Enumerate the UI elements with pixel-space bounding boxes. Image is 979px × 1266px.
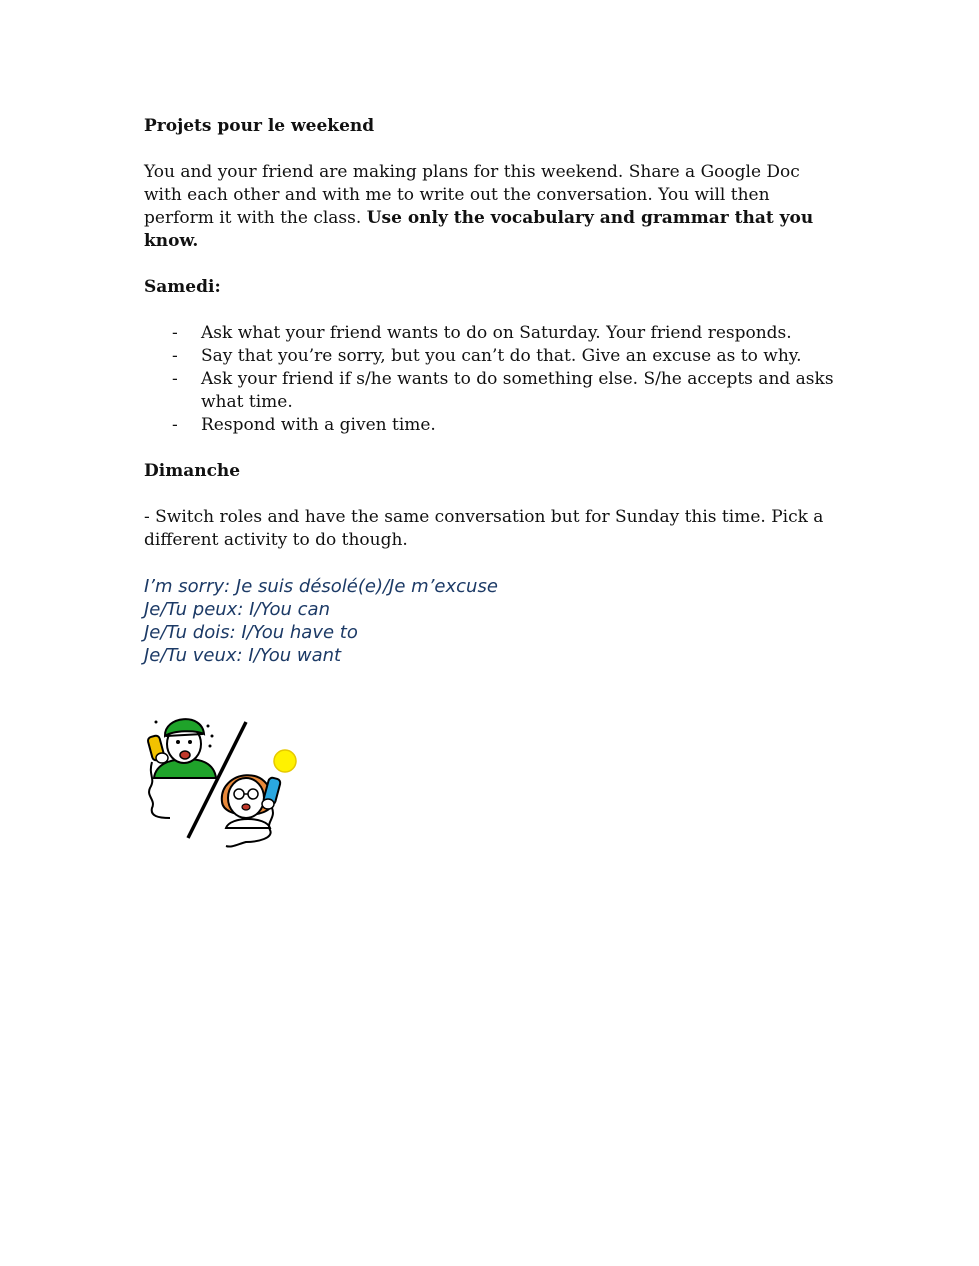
list-item (144, 345, 834, 368)
list-item-text: Ask what your friend wants to do on Saturday. Your friend responds. (201, 323, 792, 343)
woman-on-phone-figure (222, 775, 281, 846)
intro-paragraph (144, 161, 834, 253)
vocab-line: I’m sorry: Je suis désolé(e)/Je m’excuse (144, 576, 498, 597)
list-item-text: Ask your friend if s/he wants to do something else. S/he accepts and asks what time. (201, 369, 834, 412)
document-title: Projets pour le weekend (144, 116, 375, 136)
dimanche-heading: Dimanche (144, 461, 241, 481)
list-dash: - (172, 369, 178, 389)
vocab-line: Je/Tu dois: I/You have to (144, 622, 358, 643)
list-dash: - (172, 323, 178, 343)
vocabulary-box (144, 575, 834, 667)
vocab-line: Je/Tu veux: I/You want (144, 645, 342, 666)
spacer (144, 299, 834, 322)
spacer (144, 552, 834, 575)
list-item (144, 322, 834, 345)
spacer (144, 437, 834, 460)
samedi-heading: Samedi: (144, 277, 221, 297)
intro-text: You and your friend are making plans for this weekend. Share a Google Doc with each other and with me to write out the conversation. You will then perform it with the class. (144, 162, 800, 228)
man-eye (176, 740, 180, 744)
spacer (144, 138, 834, 161)
vocab-line: Je/Tu peux: I/You can (144, 599, 330, 620)
sun-icon (274, 750, 296, 772)
woman-mouth (242, 804, 250, 810)
phone-conversation-clipart (146, 706, 302, 852)
list-item-text: Say that you’re sorry, but you can’t do that. Give an excuse as to why. (201, 346, 802, 366)
list-item (144, 414, 834, 437)
list-dash: - (172, 346, 178, 366)
samedi-task-list (144, 322, 834, 437)
list-item-text: Respond with a given time. (201, 415, 436, 435)
spacer (144, 483, 834, 506)
woman-face (228, 778, 264, 818)
man-eye (188, 740, 192, 744)
man-mouth (180, 751, 190, 759)
spacer (144, 253, 834, 276)
document-page (144, 115, 834, 667)
intro-bold-instruction: Use only the vocabulary and grammar that you know. (144, 208, 814, 251)
list-dash: - (172, 415, 178, 435)
dimanche-paragraph: - Switch roles and have the same conversation but for Sunday this time. Pick a different activity to do though. (144, 507, 824, 550)
list-item (144, 368, 834, 414)
